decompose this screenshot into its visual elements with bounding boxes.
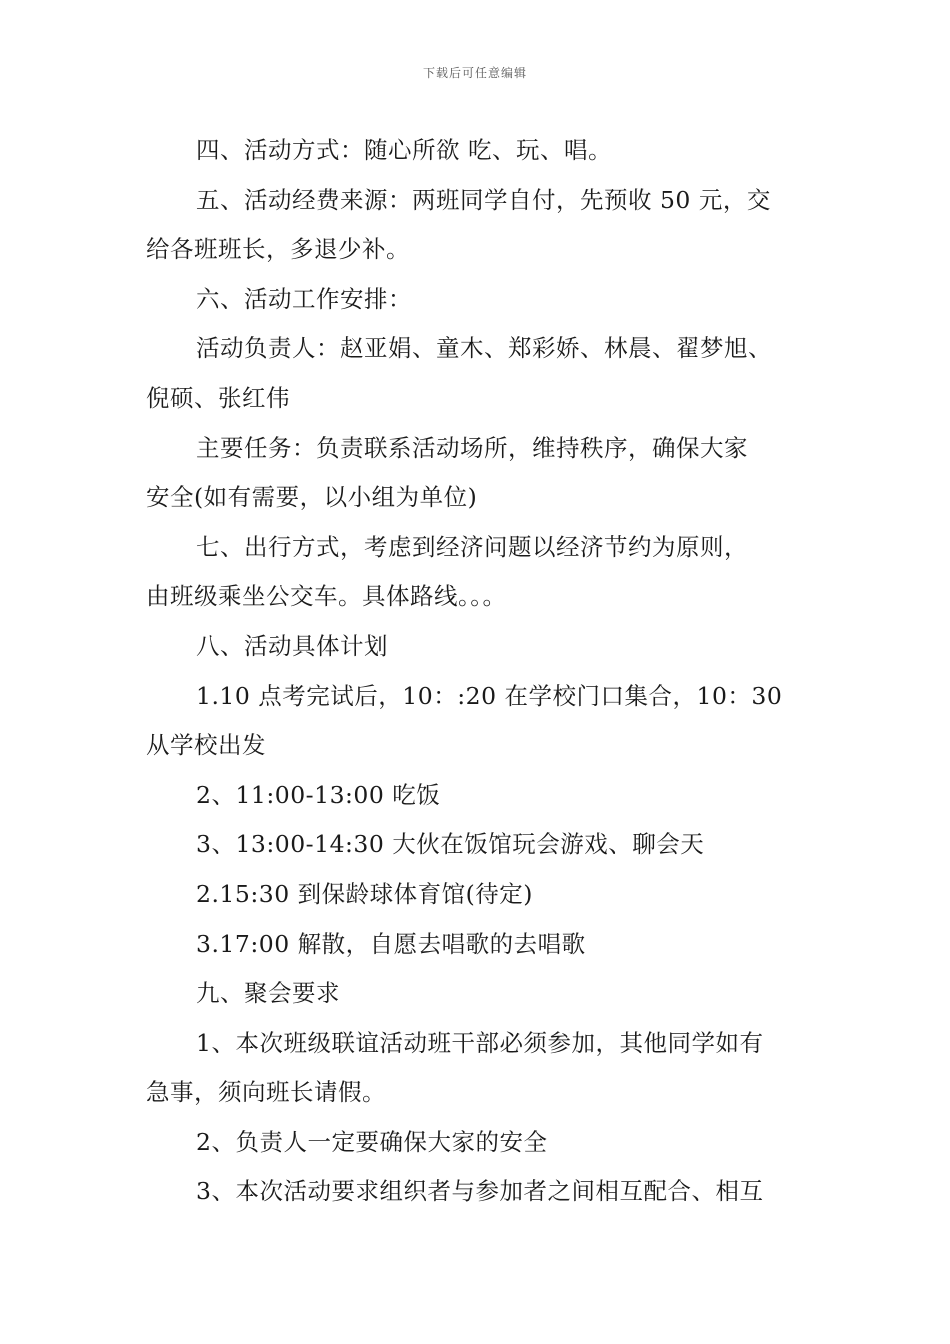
text-line: 七、出行方式，考虑到经济问题以经济节约为原则， [196,532,748,561]
text-line: 四、活动方式：随心所欲 吃、玩、唱。 [196,136,612,164]
text-line: 活动负责人：赵亚娟、童木、郑彩娇、林晨、翟梦旭、 [196,334,772,363]
text-line: 2.15:30 到保龄球体育馆(待定) [196,879,533,908]
text-line: 由班级乘坐公交车。具体路线。。。 [146,582,507,611]
page-header: 下载后可任意编辑 [422,66,527,80]
text-line: 1.10 点考完试后，10：:20 在学校门口集合，10：30 [196,681,783,710]
text-line: 九、聚会要求 [196,979,340,1008]
text-line: 2、11:00-13:00 吃饭 [196,780,441,809]
text-line: 急事，须向班长请假。 [146,1078,386,1107]
text-line: 给各班班长，多退少补。 [146,235,410,264]
text-line: 倪硕、张红伟 [146,383,290,412]
text-line: 3、13:00-14:30 大伙在饭馆玩会游戏、聊会天 [196,830,705,859]
text-line: 3、本次活动要求组织者与参加者之间相互配合、相互 [196,1177,764,1206]
text-line: 从学校出发 [146,731,266,760]
text-line: 六、活动工作安排： [196,284,412,313]
text-line: 主要任务：负责联系活动场所，维持秩序，确保大家 [196,433,748,462]
text-line: 五、活动经费来源：两班同学自付，先预收 50 元，交 [196,185,771,214]
text-line: 安全(如有需要，以小组为单位) [146,483,478,512]
text-line: 3.17:00 解散，自愿去唱歌的去唱歌 [196,929,586,958]
text-line: 2、负责人一定要确保大家的安全 [196,1127,548,1156]
text-line: 1、本次班级联谊活动班干部必须参加，其他同学如有 [196,1028,764,1057]
text-line: 八、活动具体计划 [196,631,388,660]
document-body [146,126,822,1217]
